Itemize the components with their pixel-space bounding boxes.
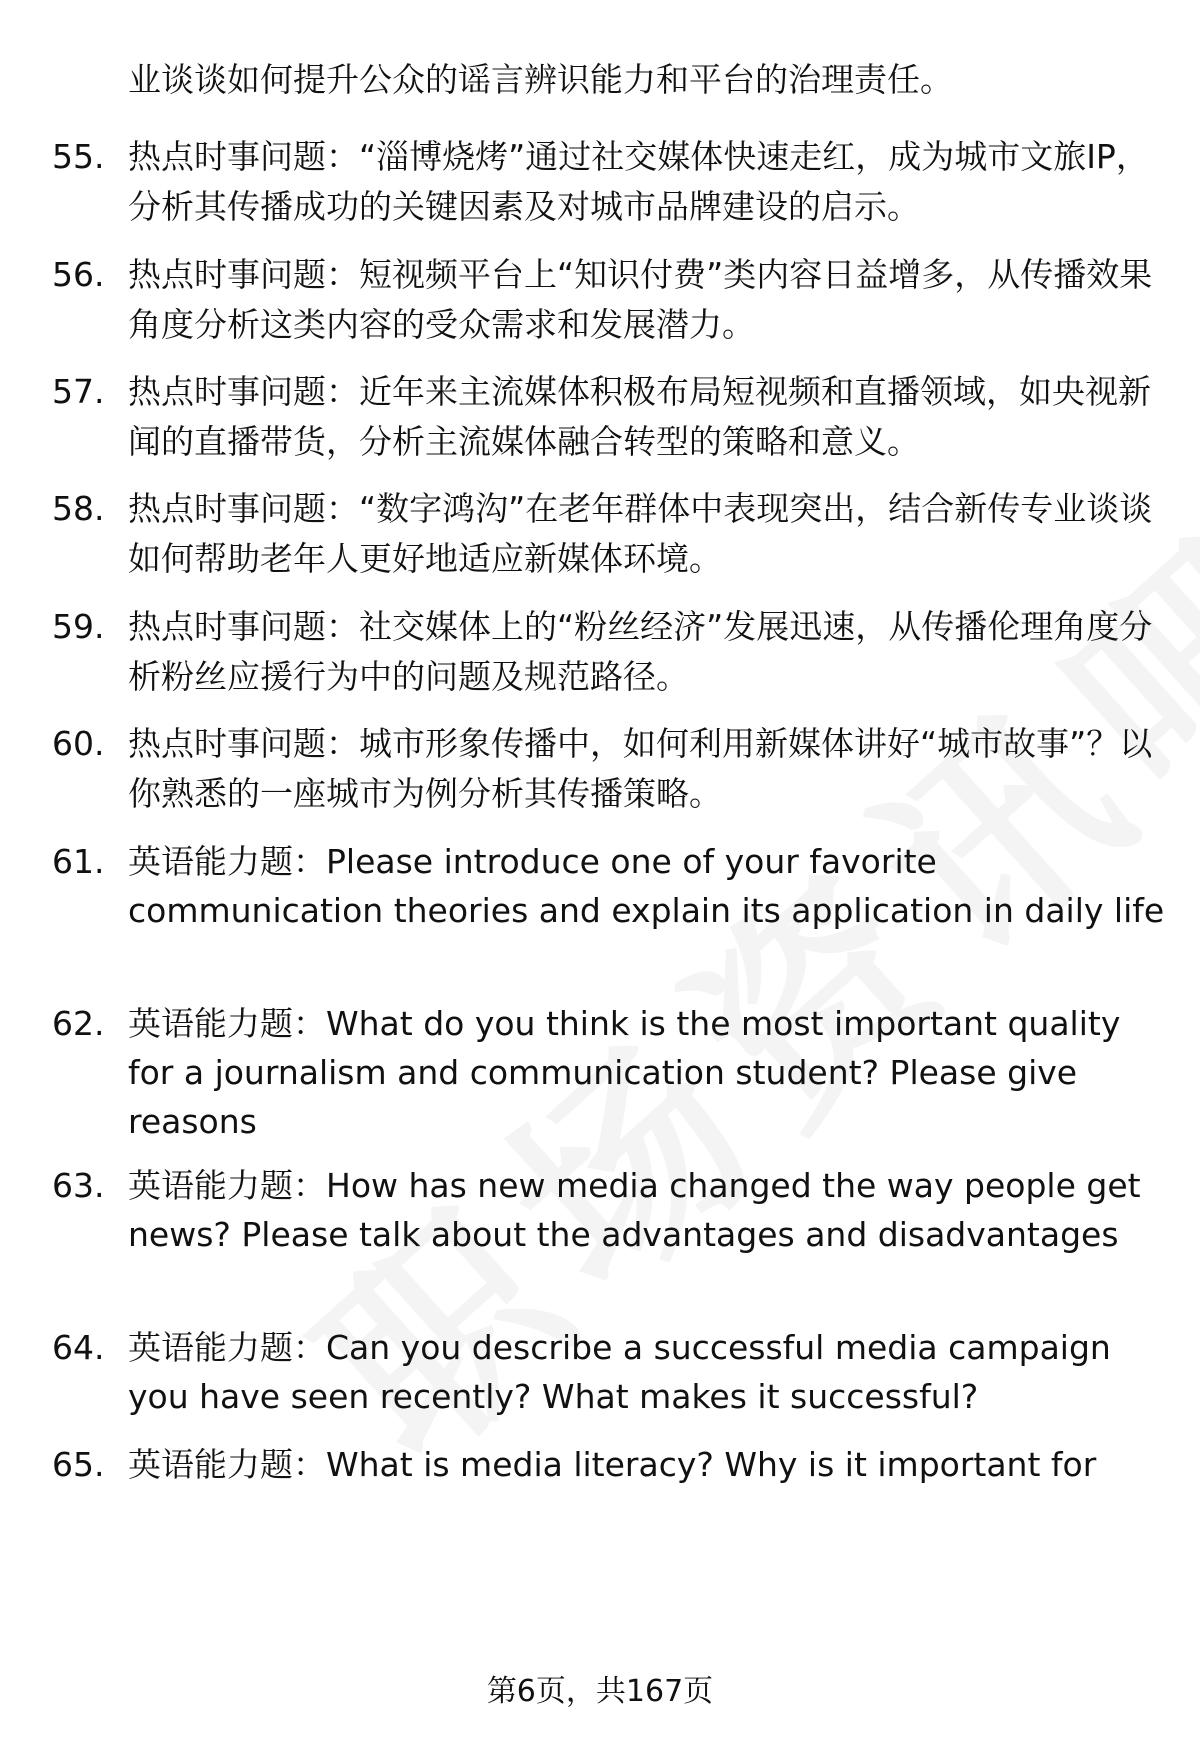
question-number: 55. [52,137,105,176]
question-text: 热点时事问题：社交媒体上的“粉丝经济”发展迅速，从传播伦理角度分析粉丝应援行为中的问题及规范路径。 [128,607,1153,696]
page-footer: 第6页，共167页 [486,1674,714,1709]
question-number: 58. [52,489,105,528]
continuation-line: 业谈谈如何提升公众的谣言辨识能力和平台的治理责任。 [128,60,953,99]
question-number: 57. [52,372,105,411]
question-text: 热点时事问题：“淄博烧烤”通过社交媒体快速走红，成为城市文旅IP，分析其传播成功的关键因素及对城市品牌建设的启示。 [128,137,1149,226]
question-text: 英语能力题：What is media literacy? Why is it important for [128,1445,1097,1484]
question-number: 56. [52,255,105,294]
question-text: 热点时事问题：近年来主流媒体积极布局短视频和直播领域，如央视新闻的直播带货，分析主流媒体融合转型的策略和意义。 [128,372,1151,461]
question-number: 62. [52,1004,105,1043]
question-number: 65. [52,1445,105,1484]
question-text: 热点时事问题：“数字鸿沟”在老年群体中表现突出，结合新传专业谈谈如何帮助老年人更好地适应新媒体环境。 [128,489,1153,578]
question-text: 热点时事问题：短视频平台上“知识付费”类内容日益增多，从传播效果角度分析这类内容的受众需求和发展潜力。 [128,255,1153,344]
question-number: 60. [52,724,105,763]
question-number: 63. [52,1166,105,1205]
question-number: 59. [52,607,105,646]
question-text: 热点时事问题：城市形象传播中，如何利用新媒体讲好“城市故事”？以你熟悉的一座城市为例分析其传播策略。 [128,724,1153,813]
question-text: 英语能力题：Can you describe a successful media campaign you have seen recently? What makes it successful? [128,1328,1111,1416]
question-number: 61. [52,842,105,881]
question-number: 64. [52,1328,105,1367]
question-text: 英语能力题：Please introduce one of your favorite communication theories and explain its application in daily life [128,842,1165,930]
question-text: 英语能力题：What do you think is the most important quality for a journalism and communication student? Please give reasons [128,1004,1121,1141]
question-text: 英语能力题：How has new media changed the way people get news? Please talk about the advantages and disadvantages [128,1166,1141,1254]
